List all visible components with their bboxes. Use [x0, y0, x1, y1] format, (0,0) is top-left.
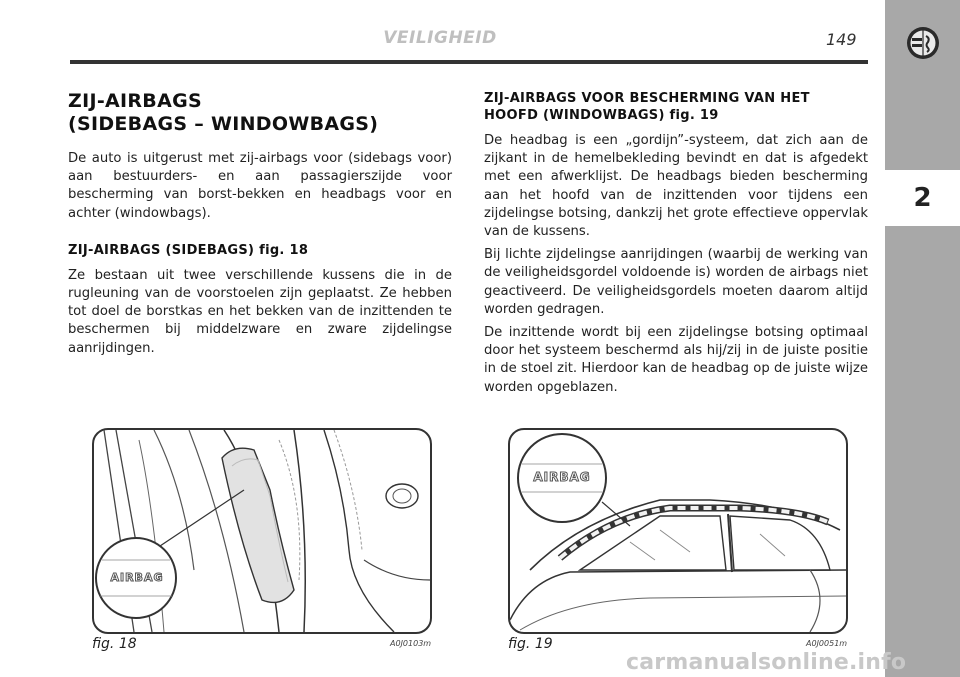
windowbags-paragraph-3: De inzittende wordt bij een zijdelingse botsing optimaal door het systeem beschermd als hij/zij in de juiste positie in de stoel zit. Hierdoor kan de headbag op de juiste wijze worden opgeblazen.	[484, 325, 868, 395]
sidebags-paragraph: Ze bestaan uit twee verschillende kussens die in de rugleuning van de voorstoelen zijn geplaatst. Ze hebben tot doel de borstkas en het bekken van de inzittenden te beschermen bij middelzware en zware zijdelingse aanrijdingen.	[68, 267, 452, 356]
header-divider	[70, 60, 868, 64]
figure-18-badge-text: AIRBAG	[110, 571, 164, 584]
figure-18-code: A0J0103m	[390, 639, 432, 648]
windowbags-paragraph-1: De headbag is een „gordijn”-systeem, dat zich aan de zijkant in de hemelbekleding bevindt en dat is afgedekt met een afwerklijst. De headbags bieden bescherming aan het hoofd van de inzittenden voor tijdens een zijdelingse botsing, dankzij het grote effectieve oppervlak van de kussens.	[484, 133, 868, 240]
chapter-sidebar	[885, 0, 960, 677]
windowbags-subheading-line1: ZIJ-AIRBAGS VOOR BESCHERMING VAN HET	[484, 91, 810, 106]
site-watermark[interactable]: carmanualsonline.info	[626, 650, 907, 675]
chapter-tab[interactable]: 2	[885, 170, 960, 226]
right-column	[484, 90, 868, 402]
seat-sidebag-illustration	[94, 430, 430, 632]
figure-19-windowbag	[508, 428, 848, 634]
alfa-romeo-logo-icon	[906, 26, 940, 60]
section-title: VEILIGHEID	[383, 28, 497, 48]
main-heading-line1: ZIJ-AIRBAGS	[68, 90, 202, 112]
page-number: 149	[826, 30, 857, 49]
main-heading-line2: (SIDEBAGS – WINDOWBAGS)	[68, 113, 379, 135]
figure-19-code: A0J0051m	[806, 639, 848, 648]
car-windowbag-illustration	[510, 430, 846, 632]
windowbags-subheading	[484, 90, 868, 124]
left-column	[68, 90, 452, 363]
windowbags-paragraph-2: Bij lichte zijdelingse aanrijdingen (waarbij de werking van de veiligheidsgordel voldoende is) worden de airbags niet geactiveerd. De veiligheidsgordels moeten daarom altijd worden gedragen.	[484, 247, 868, 317]
sidebags-subheading: ZIJ-AIRBAGS (SIDEBAGS) fig. 18	[68, 242, 309, 258]
intro-paragraph: De auto is uitgerust met zij-airbags voor (sidebags voor) aan bestuurders- en aan passagierszijde voor bescherming van borst-bekken en headbags voor en achter (windowbags).	[68, 151, 452, 221]
figure-18-sidebag	[92, 428, 432, 634]
figure-19-caption: fig. 19	[508, 636, 553, 652]
main-heading	[68, 90, 452, 136]
figure-18-caption: fig. 18	[92, 636, 137, 652]
figure-19-badge-text: AIRBAG	[533, 470, 591, 484]
windowbags-subheading-line2: HOOFD (WINDOWBAGS) fig. 19	[484, 108, 719, 123]
